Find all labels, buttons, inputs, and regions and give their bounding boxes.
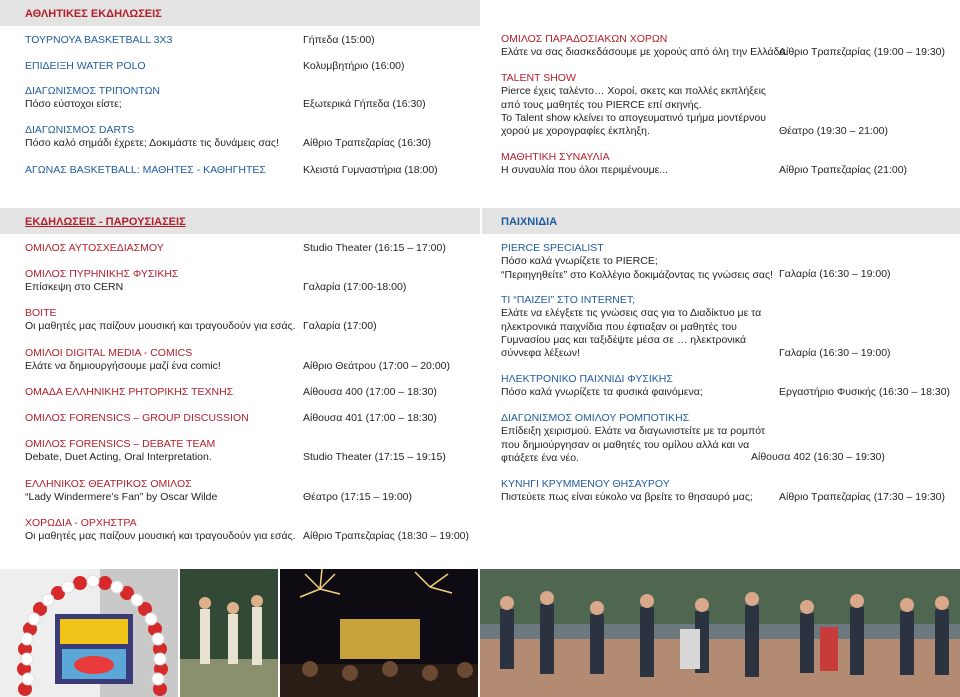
presentation-item-desc: Debate, Duet Acting, Oral Interpretation. [25,451,212,464]
evening-item-desc: από τους μαθητές του PIERCE επί σκηνής. [501,98,702,111]
sports-item-desc: Πόσο εύστοχοι είστε; [25,98,122,111]
game-item-desc: Επίδειξη χειρισμού. Ελάτε να διαγωνιστείτε με τα ρομπότ [501,425,766,438]
presentation-item-title: ΧΟΡΩΔΙΑ - ΟΡΧΗΣΤΡΑ [25,517,137,529]
game-item-desc: “Περιηγηθείτε” στο Κολλέγιο δοκιμάζοντας τις γνώσεις σας! [501,268,773,281]
game-item-where: Εργαστήριο Φυσικής (16:30 – 18:30) [779,386,951,398]
presentation-item [25,268,178,295]
sports-item-where: Εξωτερικά Γήπεδα (16:30) [303,98,426,110]
evening-item-where: Θέατρο (19:30 – 21:00) [779,125,889,137]
presentation-item-desc: Επίσκεψη στο CERN [25,281,124,294]
presentation-item-where: Αίθριο Θεάτρου (17:00 – 20:00) [303,360,450,372]
balloon-arch-photo [0,569,178,697]
presentation-item [25,347,221,374]
presentation-item-title: ΟΜΙΛΟΣ FORENSICS – GROUP DISCUSSION [25,412,249,424]
sports-item [25,34,172,47]
game-item-title: PIERCE SPECIALIST [501,242,604,254]
game-item-title: ΤΙ “ΠΑΙΖΕΙ” ΣΤΟ INTERNET; [501,294,636,306]
game-item-title: ΚΥΝΗΓΙ ΚΡΥΜΜΕΝΟΥ ΘΗΣΑΥΡΟΥ [501,478,670,490]
presentation-item [25,517,296,544]
sports-item-title: ΑΓΩΝΑΣ BASKETBALL: ΜΑΘΗΤΕΣ - ΚΑΘΗΓΗΤΕΣ [25,164,266,176]
presentation-item [25,307,296,334]
basketball-photo [180,569,278,697]
game-item-title: ΔΙΑΓΩΝΙΣΜΟΣ ΟΜΙΛΟΥ ΡΟΜΠΟΤΙΚΗΣ [501,412,690,424]
evening-item [501,151,668,178]
presentation-item-title: ΟΜΙΛΟΙ DIGITAL MEDIA - COMICS [25,347,193,359]
presentation-item [25,478,217,505]
evening-item-desc: χορού με χορογραφίες έκπληξη. [501,125,650,138]
sports-item-where: Κολυμβητήριο (16:00) [303,60,405,72]
game-item-where: Αίθουσα 402 (16:30 – 19:30) [751,451,885,463]
sports-item-title: ΕΠΙΔΕΙΞΗ WATER POLO [25,60,146,72]
concert-photo [280,569,478,697]
sports-item [25,85,160,112]
presentation-item-where: Γαλαρία (17:00-18:00) [303,281,407,293]
sports-item-where: Αίθριο Τραπεζαρίας (16:30) [303,137,432,149]
presentation-item-where: Θέατρο (17:15 – 19:00) [303,491,413,503]
game-item-desc: ηλεκτρονικά παιχνίδια που έφτιαξαν οι μαθητές του [501,320,737,333]
sports-item [25,124,279,151]
evening-item-desc: Η συναυλία που όλοι περιμένουμε... [501,164,669,177]
evening-item-where: Αίθριο Τραπεζαρίας (21:00) [779,164,908,176]
sports-item-title: ΔΙΑΓΩΝΙΣΜΟΣ ΤΡΙΠΟΝΤΩΝ [25,85,161,97]
presentation-item [25,386,233,399]
evening-item-title: ΟΜΙΛΟΣ ΠΑΡΑΔΟΣΙΑΚΩΝ ΧΟΡΩΝ [501,33,668,45]
game-item-desc: Πόσο καλά γνωρίζετε το PIERCE; [501,255,658,268]
presentations-header: ΕΚΔΗΛΩΣΕΙΣ - ΠΑΡΟΥΣΙΑΣΕΙΣ [25,216,186,228]
presentation-item-where: Αίθουσα 401 (17:00 – 18:30) [303,412,437,424]
presentation-item [25,412,249,425]
photo-strip [0,569,960,697]
game-item-where: Αίθριο Τραπεζαρίας (17:30 – 19:30) [779,491,946,503]
sports-item-title: ΤΟΥΡΝΟΥΑ BASKETBALL 3X3 [25,34,173,46]
game-item-title: ΗΛΕΚΤΡΟΝΙΚΟ ΠΑΙΧΝΙΔΙ ΦΥΣΙΚΗΣ [501,373,673,385]
game-item-desc: Πιστεύετε πως είναι εύκολο να βρείτε το θησαυρό μας; [501,491,753,504]
presentation-item-title: ΕΛΛΗΝΙΚΟΣ ΘΕΑΤΡΙΚΟΣ ΟΜΙΛΟΣ [25,478,192,490]
presentation-item-title: ΟΜΙΛΟΣ ΑΥΤΟΣΧΕΔΙΑΣΜΟΥ [25,242,164,254]
sports-header: ΑΘΛΗΤΙΚΕΣ ΕΚΔΗΛΩΣΕΙΣ [25,8,162,20]
game-item-desc: Πόσο καλά γνωρίζετε τα φυσικά φαινόμενα; [501,386,703,399]
sports-item-where: Γήπεδα (15:00) [303,34,375,46]
presentation-item-where: Αίθουσα 400 (17:00 – 18:30) [303,386,437,398]
evening-item-title: ΜΑΘΗΤΙΚΗ ΣΥΝΑΥΛΙΑ [501,151,610,163]
evening-item-title: TALENT SHOW [501,72,576,84]
sports-item-title: ΔΙΑΓΩΝΙΣΜΟΣ DARTS [25,124,135,136]
evening-item-desc: Το Talent show κλείνει το απογευματινό τμήμα μοντέρνου [501,111,766,124]
game-item-desc: Γυμνασίου μας και ταξιδέψτε μέσα σε … ηλεκτρονικά [501,333,747,346]
presentation-item-desc: “Lady Windermere’s Fan” by Oscar Wilde [25,491,218,504]
sports-item [25,60,146,73]
game-item [501,412,765,465]
presentations-header-bar [0,208,480,234]
game-item [501,294,761,360]
presentation-item-title: ΟΜΑΔΑ ΕΛΛΗΝΙΚΗΣ ΡΗΤΟΡΙΚΗΣ ΤΕΧΝΗΣ [25,386,234,398]
game-item [501,242,773,282]
presentation-item-where: Αίθριο Τραπεζαρίας (18:30 – 19:00) [303,530,470,542]
games-header: ΠΑΙΧΝΙΔΙΑ [501,216,558,228]
game-item-desc: σύννεφα λέξεων! [501,347,580,360]
presentation-item-title: ΟΜΙΛΟΣ FORENSICS – DEBATE TEAM [25,438,216,450]
game-item-desc: Ελάτε να ελέγξετε τις γνώσεις σας για το Διαδίκτυο με τα [501,307,762,320]
presentation-item-desc: Ελάτε να δημιουργήσουμε μαζί ένα comic! [25,360,221,373]
game-item-desc: φτιάξετε ένα νέο. [501,451,579,464]
evening-item-desc: Pierce έχεις ταλέντο… Χοροί, σκετς και πολλές εκπλήξεις [501,85,766,98]
presentation-item-desc: Οι μαθητές μας παίζουν μουσική και τραγουδούν για εσάς. [25,320,296,333]
sports-item [25,164,266,177]
game-item-where: Γαλαρία (16:30 – 19:00) [779,268,891,280]
presentation-item-desc: Οι μαθητές μας παίζουν μουσική και τραγουδούν για εσάς. [25,530,296,543]
sports-header-bar [0,0,480,26]
presentation-item-title: ΟΜΙΛΟΣ ΠΥΡΗΝΙΚΗΣ ΦΥΣΙΚΗΣ [25,268,179,280]
game-item [501,478,753,505]
evening-item [501,33,788,60]
presentation-item-where: Γαλαρία (17:00) [303,320,377,332]
presentation-item-where: Studio Theater (16:15 – 17:00) [303,242,446,254]
game-item-desc: που δημιούργησαν οι μαθητές του ομίλου αλλά και να [501,438,750,451]
presentation-item-title: BOITE [25,307,57,319]
game-item [501,373,703,400]
evening-item-desc: Ελάτε να σας διασκεδάσουμε με χορούς από όλη την Ελλάδα. [501,46,789,59]
dancing-crowd-photo [480,569,960,697]
evening-item [501,72,766,138]
sports-item-where: Κλειστά Γυμναστήρια (18:00) [303,164,438,176]
presentation-item [25,242,164,255]
sports-item-desc: Πόσο καλό σημάδι έχρετε; Δοκιμάστε τις δυνάμεις σας! [25,137,279,150]
games-header-bar [482,208,960,234]
game-item-where: Γαλαρία (16:30 – 19:00) [779,347,891,359]
presentation-item-where: Studio Theater (17:15 – 19:15) [303,451,446,463]
presentation-item [25,438,215,465]
evening-item-where: Αίθριο Τραπεζαρίας (19:00 – 19:30) [779,46,946,58]
